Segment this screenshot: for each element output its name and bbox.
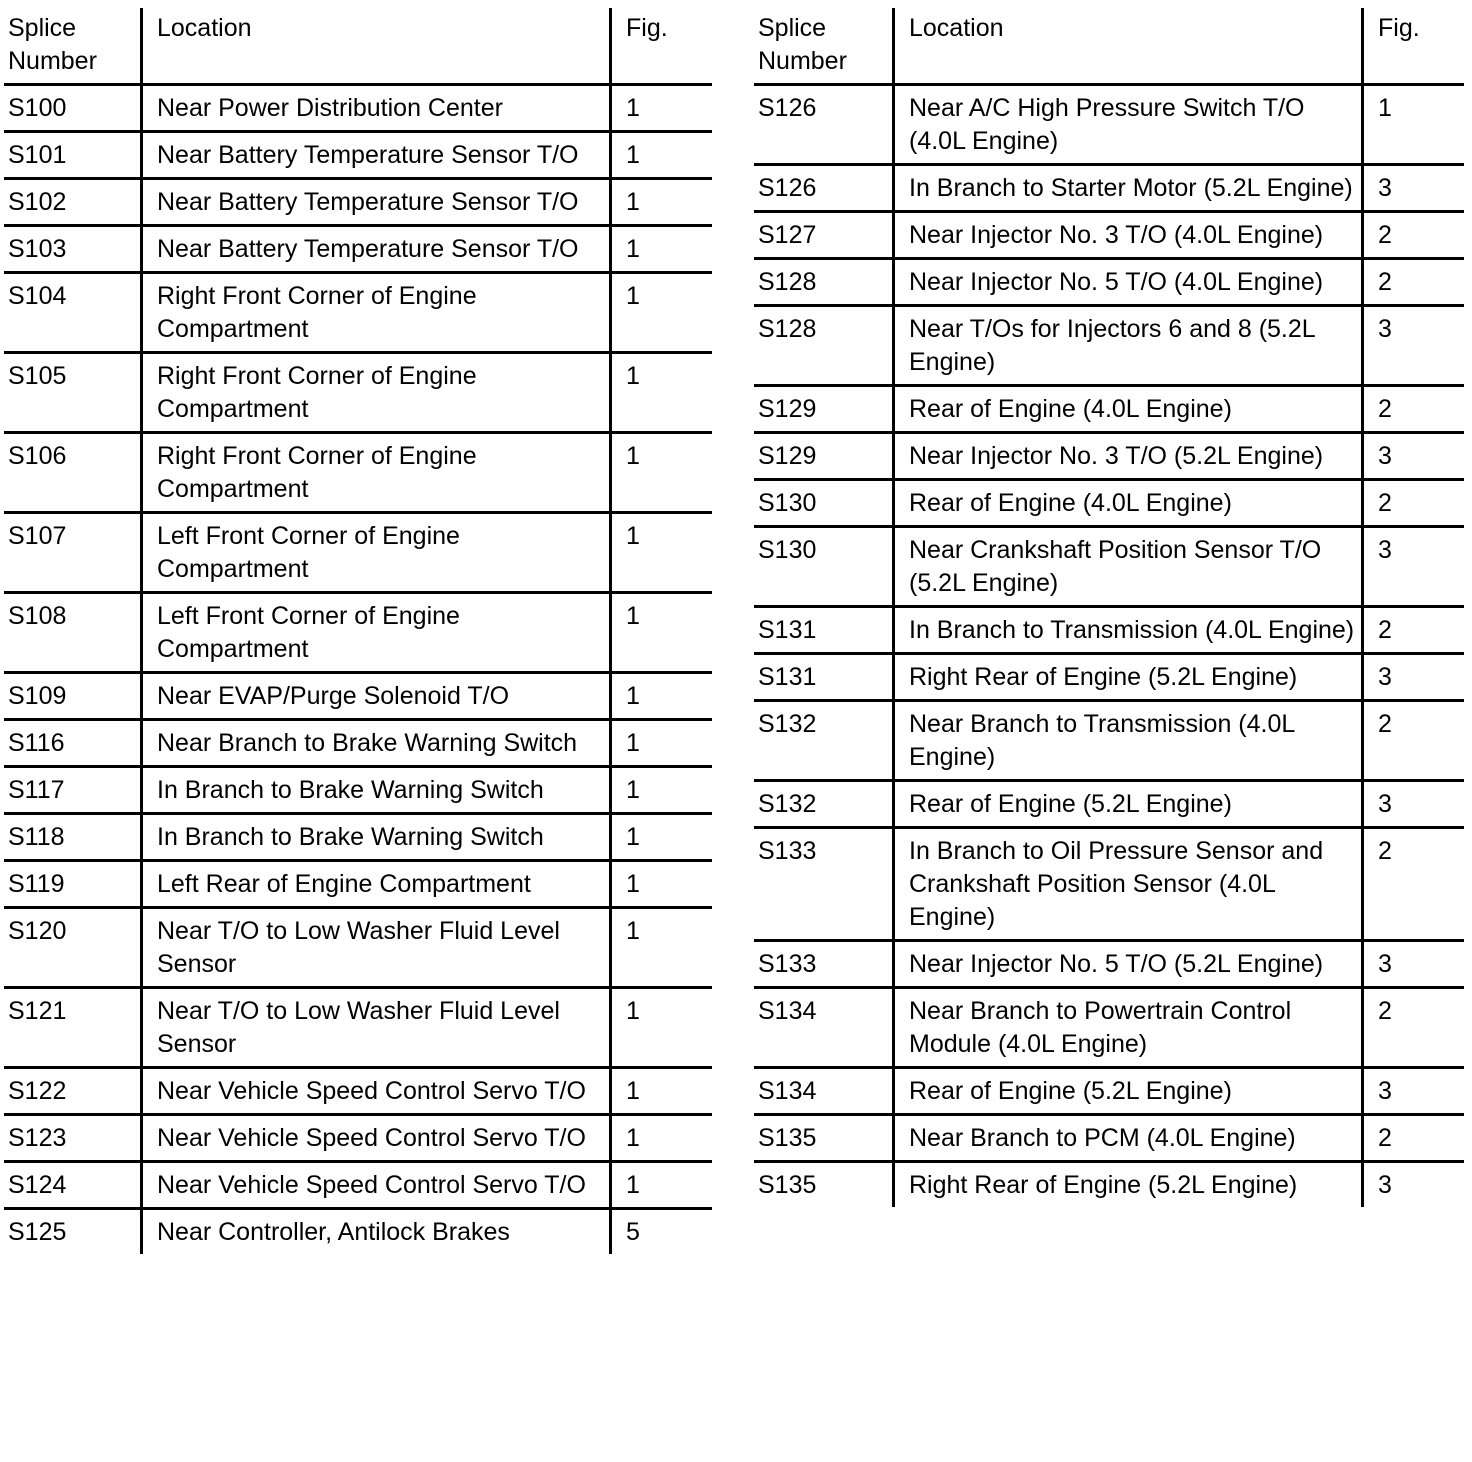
splice-number-cell: S120: [4, 908, 142, 988]
splice-number-cell: S106: [4, 433, 142, 513]
splice-number-cell: S129: [754, 433, 894, 480]
header-splice-number: Splice Number: [4, 8, 142, 85]
table-row: [754, 212, 1464, 259]
location-cell: Near Branch to Powertrain Control Module (4.0L Engine): [894, 988, 1363, 1068]
table-row: [4, 273, 712, 353]
location-cell: Near EVAP/Purge Solenoid T/O: [142, 673, 611, 720]
fig-cell: 1: [611, 433, 713, 513]
table-row: [4, 767, 712, 814]
table-row: [4, 814, 712, 861]
splice-number-cell: S123: [4, 1115, 142, 1162]
location-cell: Near Branch to Brake Warning Switch: [142, 720, 611, 767]
location-cell: In Branch to Brake Warning Switch: [142, 767, 611, 814]
table-row: [754, 1115, 1464, 1162]
splice-number-cell: S104: [4, 273, 142, 353]
fig-cell: 2: [1363, 480, 1465, 527]
fig-cell: 1: [611, 85, 713, 132]
table-body-left: [4, 85, 712, 1255]
fig-cell: 1: [611, 720, 713, 767]
splice-number-cell: S132: [754, 701, 894, 781]
table-row: [4, 353, 712, 433]
splice-number-cell: S131: [754, 654, 894, 701]
location-cell: Right Front Corner of Engine Compartment: [142, 273, 611, 353]
location-cell: Near Injector No. 5 T/O (5.2L Engine): [894, 941, 1363, 988]
fig-cell: 1: [611, 132, 713, 179]
location-cell: In Branch to Starter Motor (5.2L Engine): [894, 165, 1363, 212]
table-row: [754, 85, 1464, 165]
splice-number-cell: S117: [4, 767, 142, 814]
splice-number-cell: S105: [4, 353, 142, 433]
splice-table-left: [4, 8, 712, 1254]
table-row: [4, 861, 712, 908]
header-location: Location: [142, 8, 611, 85]
splice-number-cell: S129: [754, 386, 894, 433]
table-body-right: [754, 85, 1464, 1208]
location-cell: In Branch to Brake Warning Switch: [142, 814, 611, 861]
splice-number-cell: S128: [754, 306, 894, 386]
table-row: [4, 988, 712, 1068]
splice-number-cell: S134: [754, 1068, 894, 1115]
table-row: [754, 1068, 1464, 1115]
location-cell: Right Front Corner of Engine Compartment: [142, 353, 611, 433]
location-cell: Rear of Engine (4.0L Engine): [894, 386, 1363, 433]
splice-number-cell: S131: [754, 607, 894, 654]
fig-cell: 3: [1363, 781, 1465, 828]
table-row: [4, 1115, 712, 1162]
table-row: [4, 908, 712, 988]
location-cell: Near Vehicle Speed Control Servo T/O: [142, 1115, 611, 1162]
fig-cell: 2: [1363, 607, 1465, 654]
fig-cell: 3: [1363, 433, 1465, 480]
fig-cell: 3: [1363, 1068, 1465, 1115]
fig-cell: 2: [1363, 988, 1465, 1068]
fig-cell: 1: [611, 226, 713, 273]
splice-number-cell: S126: [754, 85, 894, 165]
table-row: [4, 85, 712, 132]
header-fig: Fig.: [611, 8, 713, 85]
location-cell: Near Injector No. 3 T/O (5.2L Engine): [894, 433, 1363, 480]
location-cell: Near Battery Temperature Sensor T/O: [142, 132, 611, 179]
table-row: [4, 593, 712, 673]
table-row: [4, 132, 712, 179]
splice-number-cell: S103: [4, 226, 142, 273]
table-row: [4, 673, 712, 720]
fig-cell: 3: [1363, 306, 1465, 386]
splice-number-cell: S108: [4, 593, 142, 673]
splice-table-right: [754, 8, 1464, 1207]
fig-cell: 2: [1363, 212, 1465, 259]
location-cell: Rear of Engine (5.2L Engine): [894, 781, 1363, 828]
location-cell: In Branch to Oil Pressure Sensor and Crankshaft Position Sensor (4.0L Engine): [894, 828, 1363, 941]
table-row: [4, 226, 712, 273]
location-cell: Left Front Corner of Engine Compartment: [142, 593, 611, 673]
splice-number-cell: S130: [754, 527, 894, 607]
table-row: [754, 386, 1464, 433]
table-row: [754, 828, 1464, 941]
splice-number-cell: S122: [4, 1068, 142, 1115]
fig-cell: 3: [1363, 654, 1465, 701]
fig-cell: 2: [1363, 828, 1465, 941]
fig-cell: 1: [611, 908, 713, 988]
splice-number-cell: S101: [4, 132, 142, 179]
location-cell: Near Battery Temperature Sensor T/O: [142, 226, 611, 273]
fig-cell: 2: [1363, 386, 1465, 433]
table-row: [4, 1068, 712, 1115]
table-row: [754, 654, 1464, 701]
splice-number-cell: S124: [4, 1162, 142, 1209]
location-cell: Near A/C High Pressure Switch T/O (4.0L Engine): [894, 85, 1363, 165]
location-cell: Near Vehicle Speed Control Servo T/O: [142, 1162, 611, 1209]
table-row: [754, 701, 1464, 781]
table-row: [754, 527, 1464, 607]
fig-cell: 1: [611, 861, 713, 908]
location-cell: Near Crankshaft Position Sensor T/O (5.2L Engine): [894, 527, 1363, 607]
table-row: [754, 988, 1464, 1068]
location-cell: Rear of Engine (4.0L Engine): [894, 480, 1363, 527]
table-row: [754, 607, 1464, 654]
location-cell: Near Battery Temperature Sensor T/O: [142, 179, 611, 226]
splice-number-cell: S135: [754, 1115, 894, 1162]
splice-number-cell: S121: [4, 988, 142, 1068]
table-row: [4, 1209, 712, 1255]
fig-cell: 1: [1363, 85, 1465, 165]
fig-cell: 1: [611, 179, 713, 226]
location-cell: Left Rear of Engine Compartment: [142, 861, 611, 908]
fig-cell: 1: [611, 593, 713, 673]
table-row: [4, 513, 712, 593]
fig-cell: 1: [611, 988, 713, 1068]
fig-cell: 2: [1363, 1115, 1465, 1162]
fig-cell: 3: [1363, 941, 1465, 988]
fig-cell: 1: [611, 353, 713, 433]
splice-number-cell: S125: [8, 1218, 67, 1246]
splice-number-cell: S133: [754, 828, 894, 941]
location-cell: Rear of Engine (5.2L Engine): [894, 1068, 1363, 1115]
fig-cell: 1: [611, 767, 713, 814]
location-cell: Near Vehicle Speed Control Servo T/O: [142, 1068, 611, 1115]
splice-number-cell: S109: [4, 673, 142, 720]
table-row: [4, 1162, 712, 1209]
table-row: [754, 259, 1464, 306]
table-row: [754, 781, 1464, 828]
splice-number-cell: S107: [4, 513, 142, 593]
location-cell: Near Branch to PCM (4.0L Engine): [894, 1115, 1363, 1162]
location-cell: Right Rear of Engine (5.2L Engine): [894, 1162, 1363, 1208]
fig-cell: 1: [611, 673, 713, 720]
table-header-row: [754, 8, 1464, 85]
splice-number-cell: S134: [754, 988, 894, 1068]
table-row: [754, 941, 1464, 988]
location-cell: Near T/O to Low Washer Fluid Level Sensor: [142, 908, 611, 988]
table-row: [754, 1162, 1464, 1208]
location-cell: Right Front Corner of Engine Compartment: [142, 433, 611, 513]
splice-number-cell: S132: [754, 781, 894, 828]
splice-number-cell: S130: [754, 480, 894, 527]
fig-cell: 3: [1363, 165, 1465, 212]
fig-cell: 1: [611, 1162, 713, 1209]
table-row: [4, 720, 712, 767]
splice-number-cell: S100: [4, 85, 142, 132]
fig-cell: 1: [611, 814, 713, 861]
location-cell: Near T/Os for Injectors 6 and 8 (5.2L Engine): [894, 306, 1363, 386]
fig-cell: 1: [611, 1115, 713, 1162]
splice-number-cell: S135: [758, 1171, 817, 1199]
location-cell: Right Rear of Engine (5.2L Engine): [894, 654, 1363, 701]
location-cell: Near Controller, Antilock Brakes: [142, 1209, 611, 1255]
splice-number-cell: S119: [4, 861, 142, 908]
header-fig: Fig.: [1363, 8, 1465, 85]
fig-cell: 1: [611, 273, 713, 353]
splice-number-cell: S133: [754, 941, 894, 988]
splice-number-cell: S126: [754, 165, 894, 212]
table-header-row: [4, 8, 712, 85]
table-row: [754, 306, 1464, 386]
location-cell: Left Front Corner of Engine Compartment: [142, 513, 611, 593]
location-cell: In Branch to Transmission (4.0L Engine): [894, 607, 1363, 654]
table-row: [754, 433, 1464, 480]
fig-cell: 1: [611, 1068, 713, 1115]
table-row: [754, 480, 1464, 527]
table-row: [754, 165, 1464, 212]
fig-cell: 3: [1363, 527, 1465, 607]
splice-number-cell: S118: [4, 814, 142, 861]
location-cell: Near Injector No. 5 T/O (4.0L Engine): [894, 259, 1363, 306]
fig-cell: 1: [611, 513, 713, 593]
location-cell: Near T/O to Low Washer Fluid Level Sensor: [142, 988, 611, 1068]
splice-number-cell: S102: [4, 179, 142, 226]
fig-cell: 2: [1363, 701, 1465, 781]
table-row: [4, 433, 712, 513]
fig-cell: 5: [611, 1209, 713, 1255]
header-location: Location: [894, 8, 1363, 85]
header-splice-number: Splice Number: [754, 8, 894, 85]
splice-number-cell: S128: [754, 259, 894, 306]
location-cell: Near Power Distribution Center: [142, 85, 611, 132]
fig-cell: 2: [1363, 259, 1465, 306]
fig-cell: 3: [1363, 1162, 1465, 1208]
splice-number-cell: S116: [4, 720, 142, 767]
table-row: [4, 179, 712, 226]
splice-number-cell: S127: [754, 212, 894, 259]
location-cell: Near Branch to Transmission (4.0L Engine): [894, 701, 1363, 781]
location-cell: Near Injector No. 3 T/O (4.0L Engine): [894, 212, 1363, 259]
